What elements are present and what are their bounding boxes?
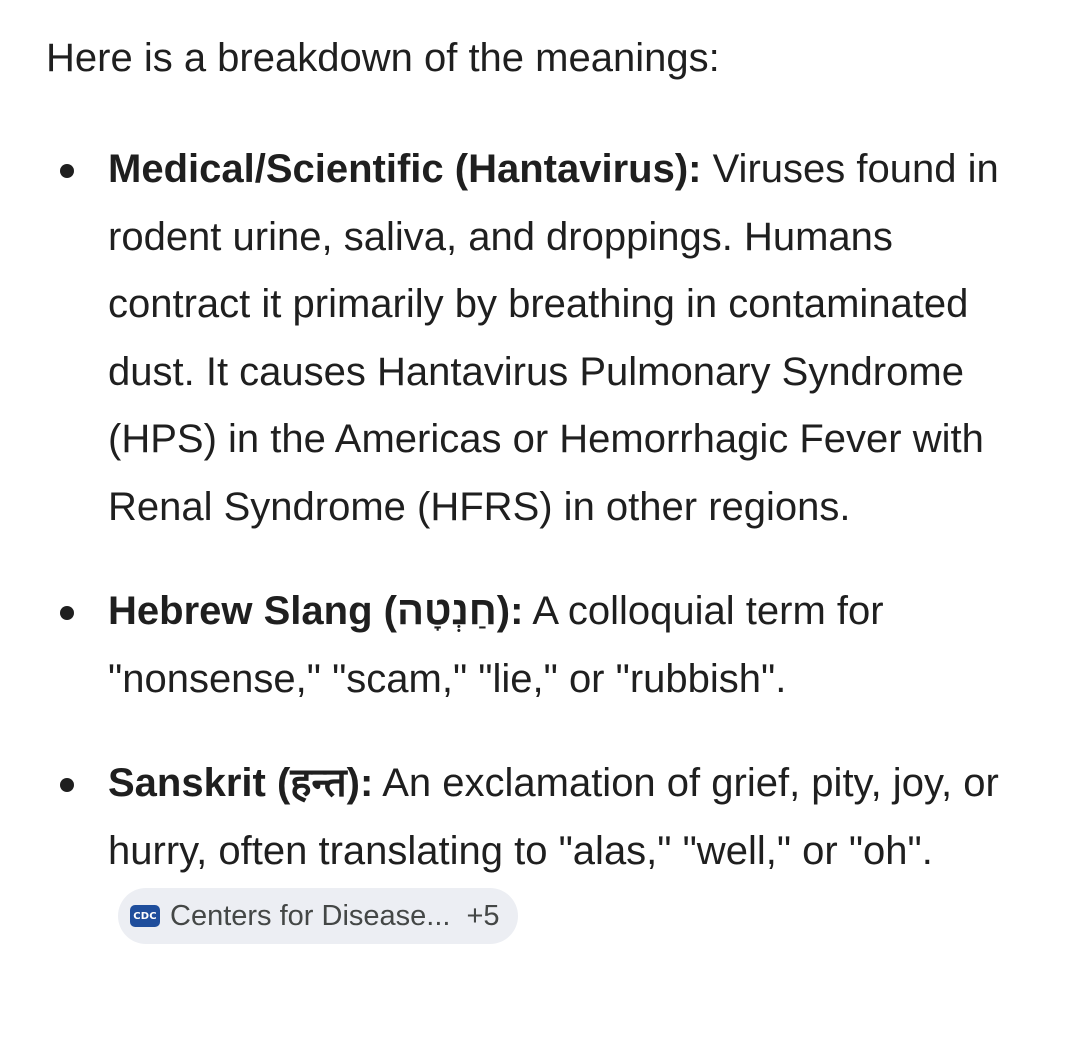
item-term: Medical/Scientific (Hantavirus):	[108, 147, 702, 191]
list-item-medical	[0, 136, 1080, 541]
bullet-dot-icon	[60, 778, 74, 792]
meanings-list	[0, 136, 1080, 953]
source-chip-count: +5	[466, 899, 500, 932]
item-term: Hebrew Slang (חַנְטָה):	[108, 589, 524, 633]
intro-text: Here is a breakdown of the meanings:	[46, 36, 720, 80]
bullet-dot-icon	[60, 606, 74, 620]
cdc-logo-icon: CDC	[130, 905, 160, 927]
item-description: An exclamation of grief, pity, joy, or hurry, often translating to "alas," "well," or "oh".	[108, 761, 999, 873]
bullet-dot-icon	[60, 164, 74, 178]
source-chip[interactable]	[118, 888, 518, 944]
list-item-hebrew-slang	[0, 578, 1080, 713]
list-item-sanskrit	[0, 750, 1080, 953]
item-description: Viruses found in rodent urine, saliva, and droppings. Humans contract it primarily by breathing in contaminated dust. It causes Hantavirus Pulmonary Syndrome (HPS) in the Americas or Hemorrhagic Fever with Renal Syndrome (HFRS) in other regions.	[108, 147, 999, 529]
item-term: Sanskrit (हन्त):	[108, 761, 374, 805]
source-chip-label: Centers for Disease...	[170, 899, 451, 932]
item-description: A colloquial term for "nonsense," "scam," "lie," or "rubbish".	[108, 589, 884, 701]
